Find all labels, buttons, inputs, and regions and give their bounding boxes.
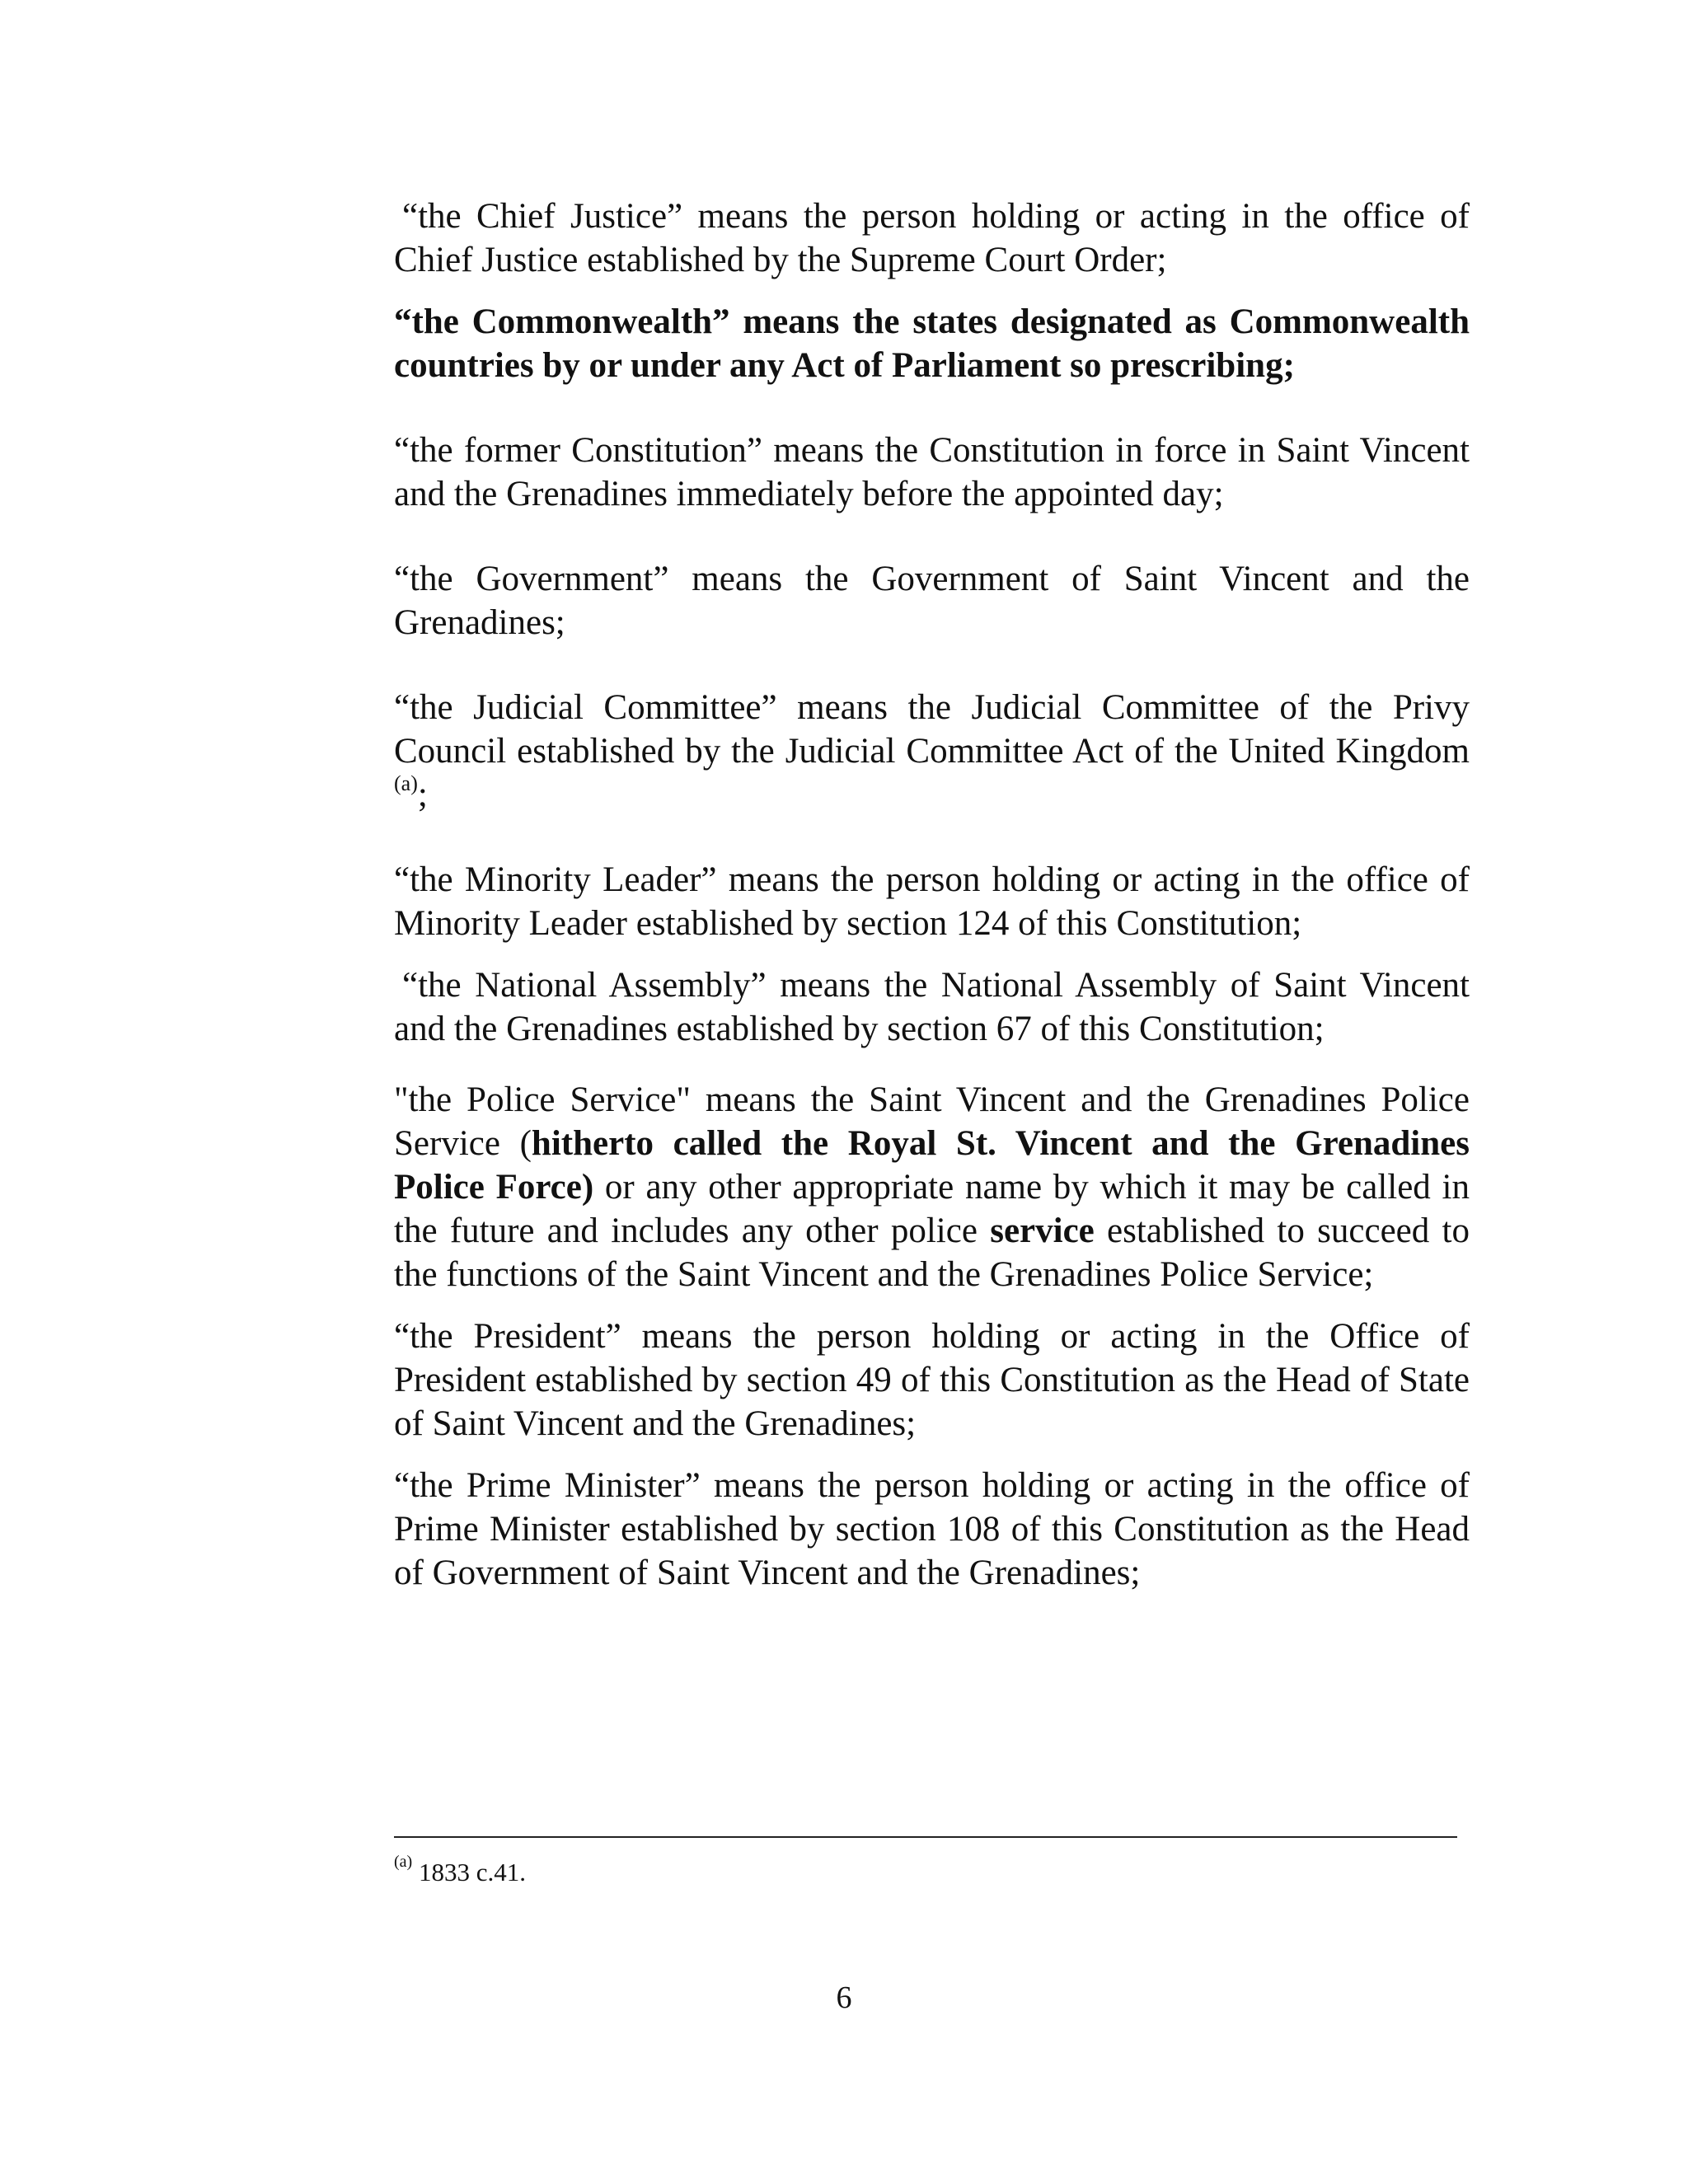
definition-term: “the former Constitution” (394, 431, 762, 470)
definition-bold-text: service (990, 1212, 1095, 1250)
definition-text: means the person holding or acting in the office of Prime Minister established by section 108 of this Constitution as the Head of Government of Saint Vincent and the Grenadines; (394, 1466, 1470, 1592)
definitions-list (394, 194, 1470, 1595)
definition-text: means the National Assembly of Saint Vincent and the Grenadines established by section 67 of this Constitution; (394, 966, 1470, 1048)
definition-term: "the Police Service" (394, 1080, 691, 1119)
definition-term: “the Government” (394, 560, 669, 598)
footnote-marker: (a) (394, 1852, 413, 1871)
definition-police-service (394, 1078, 1470, 1296)
definition-text: means the Government of Saint Vincent and the Grenadines; (394, 560, 1470, 642)
definition-bold-text: hitherto called the Royal St. Vincent and the Grenadines Police Force) (394, 1124, 1470, 1207)
definition-text: means the states designated as Commonwealth countries by or under any Act of Parliament so prescribing; (394, 302, 1470, 385)
definition-minority-leader (394, 858, 1470, 945)
footnote-reference: (a) (394, 771, 418, 795)
definition-judicial-committee (394, 686, 1470, 817)
footnote-text: 1833 c.41. (412, 1858, 526, 1886)
definition-text: means the Constitution in force in Saint Vincent and the Grenadines immediately before the appointed day; (394, 431, 1470, 513)
definition-term: “the President” (394, 1317, 621, 1356)
definition-text: means the Saint Vincent and the Grenadines Police Service ( (394, 1080, 1470, 1163)
definition-term: “the National Assembly” (402, 966, 767, 1005)
definition-text: means the person holding or acting in the office of Minority Leader established by section 124 of this Constitution; (394, 860, 1470, 943)
footnote (394, 1852, 526, 1889)
definition-term: “the Commonwealth” (394, 302, 730, 341)
footnote-separator (394, 1836, 1457, 1838)
definition-prime-minister (394, 1464, 1470, 1595)
definition-term: “the Minority Leader” (394, 860, 717, 899)
definition-government (394, 557, 1470, 644)
definition-chief-justice (394, 194, 1470, 282)
definition-commonwealth (394, 300, 1470, 387)
definition-text: or any other appropriate name by which it may be called in the future and includes any other police (394, 1168, 1470, 1250)
definition-former-constitution (394, 429, 1470, 516)
definition-president (394, 1315, 1470, 1446)
definition-term: “the Judicial Committee” (394, 688, 777, 727)
definition-text: means the person holding or acting in the Office of President established by section 49 of this Constitution as the Head of State of Saint Vincent and the Grenadines; (394, 1317, 1470, 1443)
definition-text: established to succeed to the functions of the Saint Vincent and the Grenadines Police Service; (394, 1212, 1470, 1294)
definition-national-assembly (394, 963, 1470, 1051)
definition-text: means the person holding or acting in the office of Chief Justice established by the Supreme Court Order; (394, 197, 1470, 279)
definition-term: “the Prime Minister” (394, 1466, 701, 1505)
page-number: 6 (836, 1980, 852, 2015)
definition-term: “the Chief Justice” (402, 197, 683, 236)
definition-text: means the Judicial Committee of the Privy Council established by the Judicial Committee Act of the United Kingdom (394, 688, 1470, 771)
definition-punctuation: ; (417, 776, 428, 814)
